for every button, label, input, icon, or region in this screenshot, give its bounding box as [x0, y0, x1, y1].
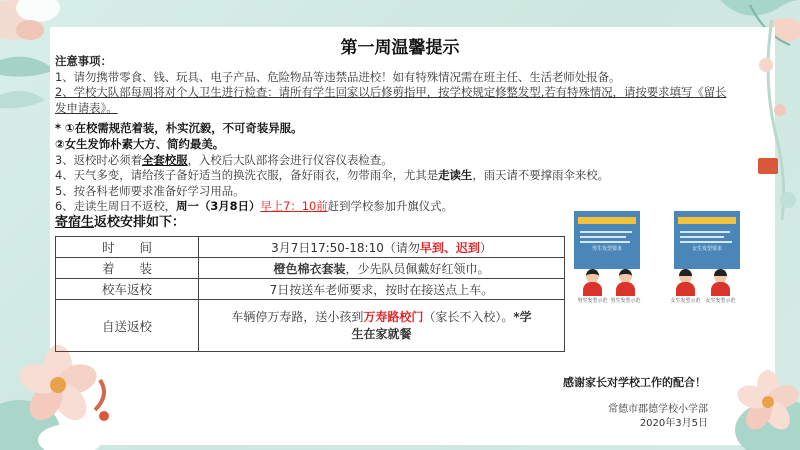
signature [608, 403, 708, 431]
row-label-dress: 着 装 [56, 258, 199, 279]
rule-5: 5、按各科老师要求准备好学习用品。 [55, 183, 245, 198]
rule-6: 6、走读生周日不返校，周一（3月8日）早上7：10前赶到学校参加升旗仪式。 [55, 199, 453, 214]
table-row [56, 300, 565, 352]
thanks-message: 感谢家长对学校工作的配合！ [563, 376, 706, 389]
rule-4: 4、天气多变，请给孩子备好适当的换洗衣服，备好雨衣，勿带雨伞，尤其是走读生，雨天请不要撑雨伞来校。 [55, 168, 610, 183]
row-value-bus: 7日按送车老师要求，按时在接送点上车。 [199, 279, 565, 300]
hairstyle-card-girls: 女生发型要求 [673, 210, 741, 270]
school-name: 常德市郡德学校小学部 [608, 404, 708, 415]
row-label-bus: 校车返校 [56, 279, 199, 300]
rule-2-note-2: ②女生发饰朴素大方、简约最美。 [55, 136, 225, 151]
rule-2-note-1: * ①在校需规范着装，朴实沉毅，不可奇装异服。 [55, 121, 303, 136]
table-row [56, 279, 565, 300]
boarding-schedule-table [55, 236, 565, 352]
row-label-time: 时 间 [56, 237, 199, 258]
hairstyle-photo: 男生发型示范 [613, 266, 638, 296]
hairstyle-photo: 女生发型示范 [673, 266, 698, 296]
boarding-heading: 寄宿生返校安排如下： [55, 215, 186, 230]
row-value-dress: 橙色棉衣套装，少先队员佩戴好红领巾。 [199, 258, 565, 279]
notice-date: 2020年3月5日 [639, 418, 708, 429]
rule-2-line-1: 2、学校大队部每周将对个人卫生进行检查：请所有学生回家以后修剪指甲，按学校规定修整发型,若有特殊情况，请按要求填写《留长 [55, 85, 727, 100]
notice-heading: 注意事项： [55, 54, 112, 68]
row-label-self: 自送返校 [56, 300, 199, 352]
rule-1: 1、请勿携带零食、钱、玩具、电子产品、危险物品等违禁品进校！如有特殊情况需在班主任、生活老师处报备。 [55, 69, 621, 84]
hairstyle-card-boys: 男生发型要求 [573, 210, 641, 270]
hairstyle-photo: 女生发型示范 [708, 266, 733, 296]
row-value-time: 3月7日17:50-18:10（请勿早到、迟到） [199, 237, 565, 258]
table-row [56, 237, 565, 258]
rule-3: 3、返校时必须着全套校服，入校后大队部将会进行仪容仪表检查。 [55, 152, 393, 167]
rule-2-line-2: 发申请表》。 [55, 100, 118, 115]
table-row [56, 258, 565, 279]
row-value-self: 车辆停万寿路，送小孩到万寿路校门（家长不入校）。*学 生在家就餐 [199, 300, 565, 352]
page-title: 第一周温馨提示 [340, 38, 460, 58]
notice-body [55, 54, 760, 215]
hairstyle-photo: 男生发型示范 [580, 266, 605, 296]
